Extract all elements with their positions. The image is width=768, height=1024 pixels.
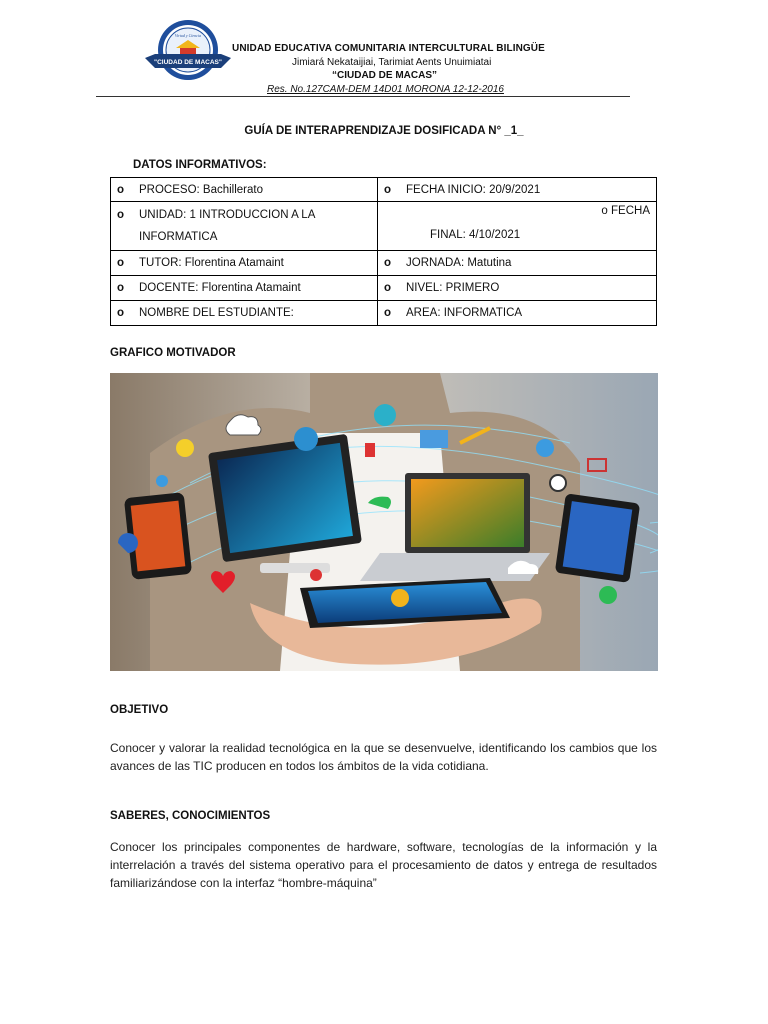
saberes-title: SABERES, CONOCIMIENTOS (110, 810, 271, 822)
proceso-text: PROCESO: Bachillerato (139, 183, 263, 196)
jornada-text: JORNADA: Matutina (406, 257, 512, 269)
unidad-cell (111, 202, 378, 251)
resolution-number: Res. No.127CAM-DEM 14D01 MORONA 12-12-2016 (267, 84, 504, 95)
table-row (111, 178, 657, 202)
technology-devices-image (110, 373, 658, 671)
objetivo-title: OBJETIVO (110, 704, 169, 716)
nivel-cell (378, 276, 657, 301)
document-title: GUÍA DE INTERAPRENDIZAJE DOSIFICADA N° _1_ (244, 125, 524, 137)
tutor-text: TUTOR: Florentina Atamaint (139, 257, 284, 269)
unidad-text-line1: UNIDAD: 1 INTRODUCCION A LA (139, 209, 316, 221)
fecha-final-cell (378, 202, 657, 251)
bullet: o (117, 307, 125, 319)
grafico-motivador-title: GRAFICO MOTIVADOR (110, 347, 236, 359)
bullet: o (384, 282, 392, 294)
nivel-text: NIVEL: PRIMERO (406, 282, 500, 294)
docente-text: DOCENTE: Florentina Atamaint (139, 282, 301, 294)
bullet: o (117, 257, 125, 269)
estudiante-cell (111, 301, 378, 326)
fecha-inicio-cell (378, 178, 657, 202)
jornada-cell (378, 251, 657, 276)
bullet: o (384, 257, 392, 269)
objetivo-text: Conocer y valorar la realidad tecnológica en la que se desenvuelve, identificando los cambios que los avances de las TIC producen en todos los ámbitos de la vida cotidiana. (110, 741, 657, 773)
school-logo (143, 18, 233, 88)
institution-native-name: Jimiará Nekataijiai, Tarimiat Aents Unuimiatai (292, 57, 492, 68)
logo-ribbon-text: "CIUDAD DE MACAS" (154, 59, 222, 66)
estudiante-text: NOMBRE DEL ESTUDIANTE: (139, 307, 294, 319)
table-row (111, 251, 657, 276)
docente-cell (111, 276, 378, 301)
fecha-inicio-text: FECHA INICIO: 20/9/2021 (406, 183, 541, 196)
institution-name: UNIDAD EDUCATIVA COMUNITARIA INTERCULTURAL BILINGÜE (232, 43, 545, 54)
logo-motto: Virtud y Ciencia (174, 33, 202, 38)
fecha-final-text-line2: FINAL: 4/10/2021 (430, 229, 521, 241)
fecha-final-text-line1: o FECHA (601, 205, 650, 217)
institution-city: “CIUDAD DE MACAS” (332, 70, 437, 81)
tutor-cell (111, 251, 378, 276)
bullet: o (117, 209, 125, 221)
area-text: AREA: INFORMATICA (406, 307, 523, 319)
area-cell (378, 301, 657, 326)
saberes-text: Conocer los principales componentes de hardware, software, tecnologías de la información y la interrelación a través del sistema operativo para el procesamiento de datos y entrega de resultados familiarizándose con la interfaz “hombre-máquina” (110, 840, 657, 890)
bullet: o (117, 183, 125, 196)
header-divider (96, 96, 630, 97)
proceso-cell (111, 178, 378, 202)
table-row (111, 202, 657, 251)
table-row (111, 301, 657, 326)
unidad-text-line2: INFORMATICA (139, 231, 218, 243)
bullet: o (117, 282, 125, 294)
table-row (111, 276, 657, 301)
bullet: o (384, 307, 392, 319)
datos-informativos-title: DATOS INFORMATIVOS: (133, 159, 267, 171)
bullet: o (384, 183, 392, 196)
datos-informativos-table (110, 177, 657, 326)
